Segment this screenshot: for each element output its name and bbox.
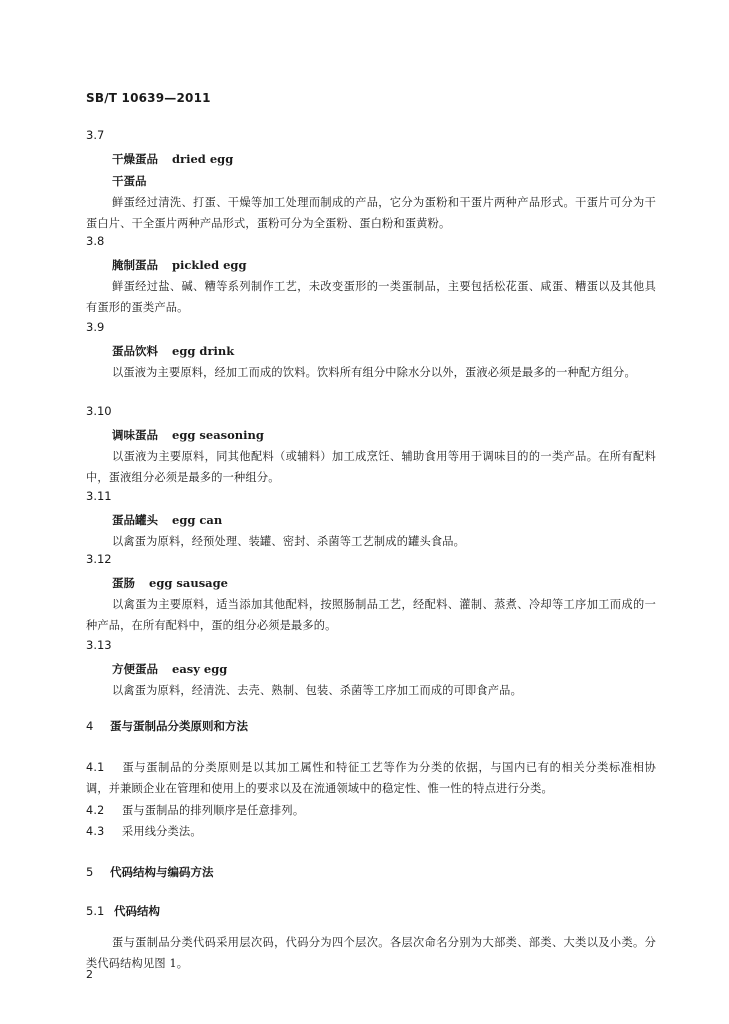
- entry-term: [112, 662, 656, 676]
- clause-4-3: [86, 821, 656, 842]
- clause-text: 蛋与蛋制品的分类原则是以其加工属性和特征工艺等作为分类的依据，与国内已有的相关分类标准相协调，并兼顾企业在管理和使用上的要求以及在流通领域中的稳定性、惟一性的特点进行分类。: [86, 761, 656, 795]
- entry-term: [112, 258, 656, 272]
- subsection-number: 5.1: [86, 904, 105, 918]
- term-en: easy egg: [172, 662, 228, 676]
- entry-definition: 以蛋液为主要原料，同其他配料（或辅料）加工成烹饪、辅助食用等用于调味目的的一类产品。在所有配料中，蛋液组分必须是最多的一种组分。: [86, 450, 656, 484]
- section-5-1-text: 蛋与蛋制品分类代码采用层次码，代码分为四个层次。各层次命名分别为大部类、部类、大类以及小类。分类代码结构见图 1。: [86, 936, 656, 970]
- entry-number: 3.13: [86, 638, 112, 652]
- entry-definition: 以禽蛋为主要原料，适当添加其他配料，按照肠制品工艺，经配料、灌制、蒸煮、冷却等工序加工而成的一种产品，在所有配料中，蛋的组分必须是最多的。: [86, 598, 656, 632]
- term-cn: 腌制蛋品: [112, 258, 158, 272]
- section-number: 5: [86, 865, 94, 879]
- clause-number: 4.3: [86, 825, 105, 838]
- clause-number: 4.1: [86, 761, 105, 774]
- term-cn: 方便蛋品: [112, 662, 158, 676]
- term-en: egg drink: [172, 344, 235, 358]
- entry-3-10: [86, 404, 656, 488]
- clause-4-2: [86, 800, 656, 821]
- term-en: egg can: [172, 513, 223, 527]
- term-cn: 蛋品罐头: [112, 513, 158, 527]
- section-number: 4: [86, 719, 94, 733]
- term-en: egg seasoning: [172, 428, 264, 442]
- term-en: egg sausage: [149, 576, 228, 590]
- entry-3-12: [86, 552, 656, 636]
- section-5-1-body: [86, 928, 656, 974]
- entry-3-8: [86, 234, 656, 318]
- section-4-heading: [86, 718, 248, 734]
- term-cn: 调味蛋品: [112, 428, 158, 442]
- entry-term: [112, 513, 656, 527]
- section-5-heading: [86, 864, 214, 880]
- entry-term: [112, 428, 656, 442]
- subsection-title: 代码结构: [114, 904, 160, 918]
- entry-3-13: [86, 638, 656, 701]
- clause-text: 蛋与蛋制品的排列顺序是任意排列。: [122, 804, 305, 817]
- entry-definition: 鲜蛋经过盐、碱、糟等系列制作工艺，未改变蛋形的一类蛋制品，主要包括松花蛋、咸蛋、糟蛋以及其他具有蛋形的蛋类产品。: [86, 280, 656, 314]
- entry-number: 3.7: [86, 128, 105, 142]
- term-en: dried egg: [172, 152, 234, 166]
- term-en: pickled egg: [172, 258, 247, 272]
- section-title: 蛋与蛋制品分类原则和方法: [110, 719, 248, 733]
- entry-definition: 以禽蛋为原料，经清洗、去壳、熟制、包装、杀菌等工序加工而成的可即食产品。: [112, 684, 522, 697]
- section-title: 代码结构与编码方法: [110, 865, 214, 879]
- entry-alias: 干蛋品: [112, 174, 147, 188]
- entry-number: 3.10: [86, 404, 112, 418]
- entry-definition: 以蛋液为主要原料，经加工而成的饮料。饮料所有组分中除水分以外，蛋液必须是最多的一种配方组分。: [112, 366, 636, 379]
- entry-3-11: [86, 489, 656, 552]
- entry-number: 3.8: [86, 234, 105, 248]
- term-cn: 蛋品饮料: [112, 344, 158, 358]
- entry-definition: 以禽蛋为原料，经预处理、装罐、密封、杀菌等工艺制成的罐头食品。: [112, 535, 466, 548]
- clause-text: 采用线分类法。: [122, 825, 202, 838]
- entry-term: [112, 576, 656, 590]
- page-number: 2: [86, 968, 93, 981]
- clause-4-1: [86, 757, 656, 799]
- entry-term: [112, 344, 656, 358]
- term-cn: 蛋肠: [112, 576, 135, 590]
- standard-number-header: SB/T 10639—2011: [86, 91, 211, 105]
- entry-definition: 鲜蛋经过清洗、打蛋、干燥等加工处理而制成的产品，它分为蛋粉和干蛋片两种产品形式。干蛋片可分为干蛋白片、干全蛋片两种产品形式，蛋粉可分为全蛋粉、蛋白粉和蛋黄粉。: [86, 196, 656, 230]
- clause-number: 4.2: [86, 804, 105, 817]
- subsection-5-1-heading: [86, 903, 160, 919]
- entry-number: 3.9: [86, 320, 105, 334]
- entry-3-7: [86, 128, 656, 234]
- entry-number: 3.12: [86, 552, 112, 566]
- entry-3-9: [86, 320, 656, 383]
- entry-term: [112, 152, 656, 166]
- entry-number: 3.11: [86, 489, 112, 503]
- term-cn: 干燥蛋品: [112, 152, 158, 166]
